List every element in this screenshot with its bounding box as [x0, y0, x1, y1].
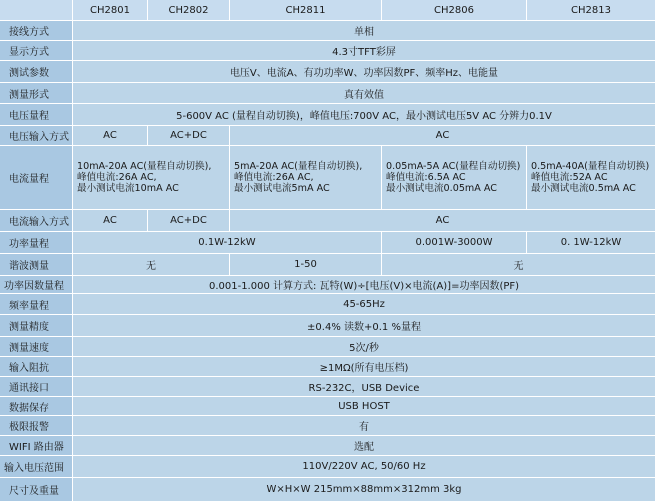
row-label-voltage-range: 电压量程	[0, 104, 73, 126]
row-label-measure-form: 测量形式	[0, 83, 73, 104]
harmonic-ch2811: 1-50	[230, 254, 382, 276]
harmonic-ch2806-ch2813: 无	[382, 254, 656, 276]
row-label-voltage-input: 电压输入方式	[0, 126, 73, 146]
row-value-voltage-range: 5-600V AC (量程自动切换)，峰值电压:700V AC，最小测试电压5V AC 分辨力0.1V	[73, 104, 656, 126]
row-value-wifi: 选配	[73, 436, 656, 456]
current-input-rest: AC	[230, 210, 656, 232]
row-label-impedance: 输入阻抗	[0, 357, 73, 377]
row-value-alarm: 有	[73, 416, 656, 436]
row-label-input-voltage: 输入电压范围	[0, 456, 73, 478]
row-label-freq-range: 频率量程	[0, 294, 73, 315]
row-value-interface: RS-232C，USB Device	[73, 377, 656, 397]
row-value-storage: USB HOST	[73, 397, 656, 416]
power-range-ch2813: 0. 1W-12kW	[527, 232, 656, 254]
row-value-pf-range: 0.001-1.000 计算方式: 瓦特(W)÷[电压(V)×电流(A)]=功率因数(PF)	[73, 276, 656, 294]
row-value-input-voltage: 110V/220V AC, 50/60 Hz	[73, 456, 656, 478]
row-label-wifi: WIFI 路由器	[0, 436, 73, 456]
current-range-line: 峰值电流:52A AC	[531, 172, 608, 183]
current-input-acdc: AC+DC	[148, 210, 230, 232]
current-range-line: 最小测试电流10mA AC	[77, 183, 179, 194]
row-label-current-range: 电流量程	[0, 146, 73, 210]
row-label-wiring: 接线方式	[0, 21, 73, 41]
voltage-input-ac: AC	[73, 126, 148, 146]
row-value-dimensions: W×H×W 215mm×88mm×312mm 3kg	[73, 478, 656, 502]
row-value-accuracy: ±0.4% 读数+0.1 %量程	[73, 315, 656, 337]
current-range-line: 0.5mA-40A(量程自动切换)	[531, 161, 650, 172]
row-value-wiring: 单相	[73, 21, 656, 41]
row-label-accuracy: 测量精度	[0, 315, 73, 337]
current-range-line: 最小测试电流0.05mA AC	[386, 183, 497, 194]
row-value-measure-form: 真有效值	[73, 83, 656, 104]
row-label-speed: 测量速度	[0, 337, 73, 357]
current-range-line: 10mA-20A AC(量程自动切换),	[77, 161, 212, 172]
row-label-interface: 通讯接口	[0, 377, 73, 397]
row-label-current-input: 电流输入方式	[0, 210, 73, 232]
header-model-ch2802: CH2802	[148, 0, 230, 21]
power-range-ch2806: 0.001W-3000W	[382, 232, 527, 254]
header-model-ch2806: CH2806	[382, 0, 527, 21]
row-value-speed: 5次/秒	[73, 337, 656, 357]
header-model-ch2813: CH2813	[527, 0, 656, 21]
current-range-line: 最小测试电流5mA AC	[234, 183, 330, 194]
current-range-ch2813	[527, 146, 656, 210]
harmonic-ch2801-ch2802: 无	[73, 254, 230, 276]
header-model-ch2811: CH2811	[230, 0, 382, 21]
voltage-input-acdc: AC+DC	[148, 126, 230, 146]
current-range-line: 峰值电流:26A AC,	[234, 172, 314, 183]
row-label-params: 测试参数	[0, 61, 73, 83]
header-corner	[0, 0, 73, 21]
voltage-input-rest: AC	[230, 126, 656, 146]
current-range-line: 0.05mA-5A AC(量程自动切换)	[386, 161, 521, 172]
header-model-ch2801: CH2801	[73, 0, 148, 21]
current-range-line: 最小测试电流0.5mA AC	[531, 183, 636, 194]
row-value-freq-range: 45-65Hz	[73, 294, 656, 315]
current-range-ch2806	[382, 146, 527, 210]
power-range-ch2801-ch2811: 0.1W-12kW	[73, 232, 382, 254]
row-value-impedance: ≥1MΩ(所有电压档)	[73, 357, 656, 377]
row-label-harmonic: 谐波测量	[0, 254, 73, 276]
row-label-storage: 数据保存	[0, 397, 73, 416]
row-label-pf-range: 功率因数量程	[0, 276, 73, 294]
row-label-alarm: 极限报警	[0, 416, 73, 436]
row-label-dimensions: 尺寸及重量	[0, 478, 73, 502]
row-label-power-range: 功率量程	[0, 232, 73, 254]
current-range-line: 峰值电流:6.5A AC	[386, 172, 466, 183]
row-label-display: 显示方式	[0, 41, 73, 61]
current-range-ch2801-ch2802	[73, 146, 230, 210]
current-input-ac: AC	[73, 210, 148, 232]
row-value-params: 电压V、电流A、有功功率W、功率因数PF、频率Hz、电能量	[73, 61, 656, 83]
current-range-line: 5mA-20A AC(量程自动切换),	[234, 161, 363, 172]
row-value-display: 4.3寸TFT彩屏	[73, 41, 656, 61]
current-range-line: 峰值电流:26A AC,	[77, 172, 157, 183]
current-range-ch2811	[230, 146, 382, 210]
